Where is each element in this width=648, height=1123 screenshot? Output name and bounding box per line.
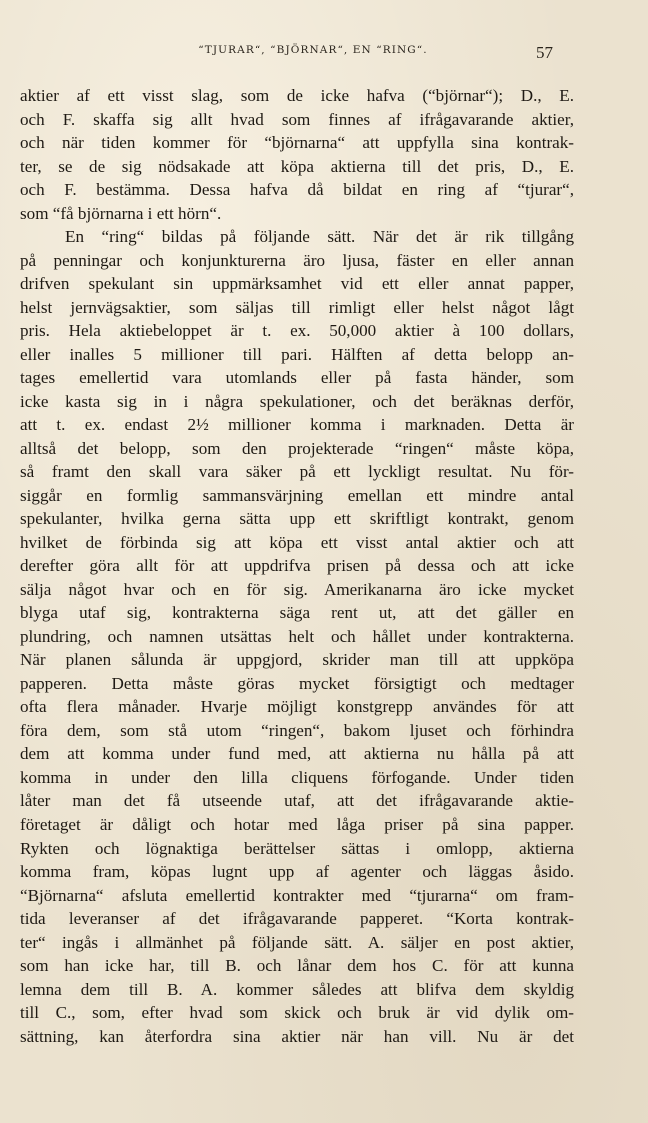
text-line: icke kasta sig in i några spekulationer, och det beräknas derför, [20,391,574,411]
text-line: företaget är dåligt och hotar med låga priser på sina papper. [20,814,574,834]
text-line: En “ring“ bildas på följande sätt. När det är rik tillgång [65,227,574,247]
text-line: hvilket de förbinda sig att köpa ett visst antal aktier och att [20,532,574,552]
text-line: helst jernvägsaktier, som säljas till rimligt eller helst något lågt [20,297,574,317]
text-line: spekulanter, hvilka gerna sätta upp ett skriftligt kontrakt, genom [20,509,574,529]
text-line: tages emellertid vara utomlands eller på fasta händer, som [20,368,574,388]
text-line: ter“ ingås i allmänhet på följande sätt. A. säljer en post aktier, [20,932,574,952]
text-line: siggår en formlig sammansvärjning emellan ett mindre antal [20,485,574,505]
text-line: “Björnarna“ afsluta emellertid kontrakter med “tjurarna“ om fram- [20,885,574,905]
text-line: så framt den skall vara säker på ett lyckligt resultat. Nu för- [20,462,574,482]
text-line: pris. Hela aktiebeloppet är t. ex. 50,000 aktier à 100 dollars, [20,321,574,341]
text-line: alltså det belopp, som den projekterade “ringen“ måste köpa, [20,438,574,458]
text-line: som han icke har, till B. och lånar dem hos C. för att kunna [20,956,574,976]
text-line: lemna dem till B. A. kommer således att blifva dem skyldig [20,979,574,999]
text-line: aktier af ett visst slag, som de icke hafva (“björnar“); D., E. [20,86,574,105]
text-line: och när tiden kommer för “björnarna“ att uppfylla sina kontrak- [20,133,574,153]
text-line: sättning, kan återfordra sina aktier när han vill. Nu är det [20,1026,574,1046]
body-text [20,84,574,1048]
text-line: föra dem, som stå utom “ringen“, bakom ljuset och förhindra [20,720,574,740]
text-line: som “få björnarna i ett hörn“. [20,203,222,223]
text-line: och F. bestämma. Dessa hafva då bildat en ring af “tjurar“, [20,180,574,200]
text-line: ter, se de sig nödsakade att köpa aktierna till det pris, D., E. [20,156,574,176]
text-line: komma fram, köpas lugnt upp af agenter och läggas åsido. [20,862,574,882]
text-line: När planen sålunda är uppgjord, skrider man till att uppköpa [20,650,574,670]
page-number: 57 [536,43,553,62]
text-line: drifven spekulant sin uppmärksamhet vid ett eller annat papper, [20,274,574,294]
text-line: till C., som, efter hvad som skick och bruk är vid dylik om- [20,1003,574,1023]
running-head: “TJURAR“, “BJÖRNAR“, EN “RING“. [198,44,428,56]
text-line: låter man det få utseende utaf, att det ifrågavarande aktie- [20,791,574,811]
text-line: plundring, och namnen utsättas helt och hållet under kontrakterna. [20,626,574,646]
text-line: på penningar och konjunkturerna äro ljusa, fäster en eller annan [20,250,574,270]
text-line: sälja något hvar och en för sig. Amerikanarna äro icke mycket [20,579,574,599]
text-line: dem att komma under fund med, att aktierna nu hålla på att [20,744,574,764]
text-line: komma in under den lilla cliquens förfogande. Under tiden [20,767,574,787]
text-line: att t. ex. endast 2½ millioner komma i marknaden. Detta är [20,415,574,435]
text-line: eller inalles 5 millioner till pari. Hälften af detta belopp an- [20,344,574,364]
text-line: tida leveranser af det ifrågavarande papperet. “Korta kontrak- [20,909,574,929]
text-line: och F. skaffa sig allt hvad som finnes af ifrågavarande aktier, [20,109,574,129]
text-line: ofta flera månader. Hvarje möjligt konstgrepp användes för att [20,697,574,717]
text-line: blyga utaf sig, kontrakterna säga rent ut, att det gäller en [20,603,574,623]
text-line: derefter göra allt för att uppdrifva prisen på dessa och att icke [20,556,574,576]
text-line: papperen. Detta måste göras mycket försigtigt och medtager [20,673,574,693]
text-line: Rykten och lögnaktiga berättelser sättas i omlopp, aktierna [20,838,574,858]
